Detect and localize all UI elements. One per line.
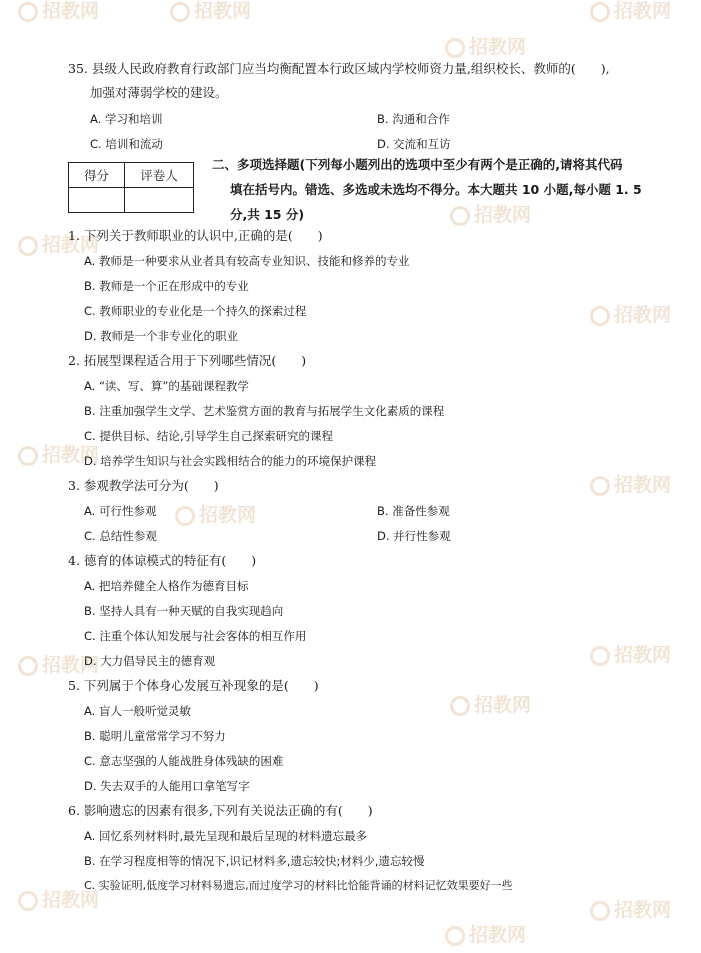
question-2-option-c: C. 提供目标、结论,引导学生自己探索研究的课程 [84, 429, 333, 443]
question-6-stem: 6. 影响遗忘的因素有很多,下列有关说法正确的有( ) [68, 803, 373, 818]
watermark: 招教网 [170, 0, 251, 23]
watermark: 招教网 [18, 650, 99, 677]
watermark-logo-icon [445, 926, 465, 946]
watermark-logo-icon [18, 2, 38, 22]
question-2-option-b: B. 注重加强学生文学、艺术鉴赏方面的教育与拓展学生文化素质的课程 [84, 404, 445, 418]
section-2-title-line2: 填在括号内。错选、多选或未选均不得分。本大题共 10 小题,每小题 1. 5 [230, 182, 642, 197]
watermark-logo-icon [450, 206, 470, 226]
question-5-option-b: B. 聪明儿童常常学习不努力 [84, 729, 226, 743]
question-3-option-d: D. 并行性参观 [377, 529, 451, 543]
question-4-option-c: C. 注重个体认知发展与社会客体的相互作用 [84, 629, 307, 643]
question-6-option-c: C. 实验证明,低度学习材料易遗忘,而过度学习的材料比恰能背诵的材料记忆效果要好一些 [84, 879, 513, 892]
watermark: 招教网 [590, 300, 671, 327]
score-table [68, 162, 194, 213]
watermark-logo-icon [590, 2, 610, 22]
question-5-option-d: D. 失去双手的人能用口拿笔写字 [84, 779, 250, 793]
question-5-option-a: A. 盲人一般听觉灵敏 [84, 704, 191, 718]
watermark: 招教网 [175, 500, 256, 527]
score-cell [69, 188, 125, 213]
question-35-option-c: C. 培训和流动 [90, 137, 163, 151]
watermark: 招教网 [18, 230, 99, 257]
question-35-stem-line1: 35. 县级人民政府教育行政部门应当均衡配置本行政区域内学校师资力量,组织校长、教师的( ), [68, 61, 610, 76]
watermark-logo-icon [18, 236, 38, 256]
watermark-logo-icon [18, 656, 38, 676]
question-1-stem: 1. 下列关于教师职业的认识中,正确的是( ) [68, 228, 323, 243]
question-4-stem: 4. 德育的体谅模式的特征有( ) [68, 553, 257, 568]
watermark-logo-icon [170, 2, 190, 22]
watermark-logo-icon [450, 696, 470, 716]
question-3-option-b: B. 准备性参观 [377, 504, 450, 518]
question-5-stem: 5. 下列属于个体身心发展互补现象的是( ) [68, 678, 319, 693]
question-6-option-a: A. 回忆系列材料时,最先呈现和最后呈现的材料遗忘最多 [84, 829, 368, 843]
question-2-option-a: A. “读、写、算”的基础课程教学 [84, 379, 249, 393]
watermark: 招教网 [18, 0, 99, 23]
question-1-option-c: C. 教师职业的专业化是一个持久的探索过程 [84, 304, 307, 318]
section-2-title-line1: 二、多项选择题(下列每小题列出的选项中至少有两个是正确的,请将其代码 [212, 157, 623, 172]
watermark: 招教网 [445, 920, 526, 947]
question-2-stem: 2. 拓展型课程适合用于下列哪些情况( ) [68, 353, 307, 368]
question-2-option-d: D. 培养学生知识与社会实践相结合的能力的环境保护课程 [84, 454, 377, 468]
question-35-option-a: A. 学习和培训 [90, 112, 163, 126]
question-4-option-d: D. 大力倡导民主的德育观 [84, 654, 216, 668]
watermark-logo-icon [18, 891, 38, 911]
question-1-option-d: D. 教师是一个非专业化的职业 [84, 329, 239, 343]
grader-cell [125, 188, 194, 213]
watermark-logo-icon [590, 901, 610, 921]
question-6-option-b: B. 在学习程度相等的情况下,识记材料多,遗忘较快;材料少,遗忘较慢 [84, 854, 425, 868]
watermark-logo-icon [175, 506, 195, 526]
question-3-option-c: C. 总结性参观 [84, 529, 157, 543]
section-2-title-line3: 分,共 15 分) [230, 207, 305, 222]
score-header: 得分 [69, 163, 125, 188]
watermark: 招教网 [590, 640, 671, 667]
watermark: 招教网 [590, 470, 671, 497]
watermark: 招教网 [450, 200, 531, 227]
question-3-option-a: A. 可行性参观 [84, 504, 157, 518]
question-5-option-c: C. 意志坚强的人能战胜身体残缺的困难 [84, 754, 284, 768]
grader-header: 评卷人 [125, 163, 194, 188]
question-4-option-b: B. 坚持人具有一种天赋的自我实现趋向 [84, 604, 284, 618]
watermark-logo-icon [18, 446, 38, 466]
watermark: 招教网 [590, 895, 671, 922]
watermark-logo-icon [590, 646, 610, 666]
watermark: 招教网 [18, 440, 99, 467]
watermark: 招教网 [18, 885, 99, 912]
watermark-logo-icon [590, 306, 610, 326]
watermark: 招教网 [445, 32, 526, 59]
question-35-option-b: B. 沟通和合作 [377, 112, 450, 126]
question-1-option-b: B. 教师是一个正在形成中的专业 [84, 279, 249, 293]
watermark-logo-icon [590, 476, 610, 496]
question-35-option-d: D. 交流和互访 [377, 137, 451, 151]
watermark: 招教网 [590, 0, 671, 23]
question-3-stem: 3. 参观教学法可分为( ) [68, 478, 219, 493]
question-4-option-a: A. 把培养健全人格作为德育目标 [84, 579, 249, 593]
question-35-stem-line2: 加强对薄弱学校的建设。 [90, 85, 228, 100]
watermark-logo-icon [445, 38, 465, 58]
question-1-option-a: A. 教师是一种要求从业者具有较高专业知识、技能和修养的专业 [84, 254, 410, 268]
watermark: 招教网 [450, 690, 531, 717]
